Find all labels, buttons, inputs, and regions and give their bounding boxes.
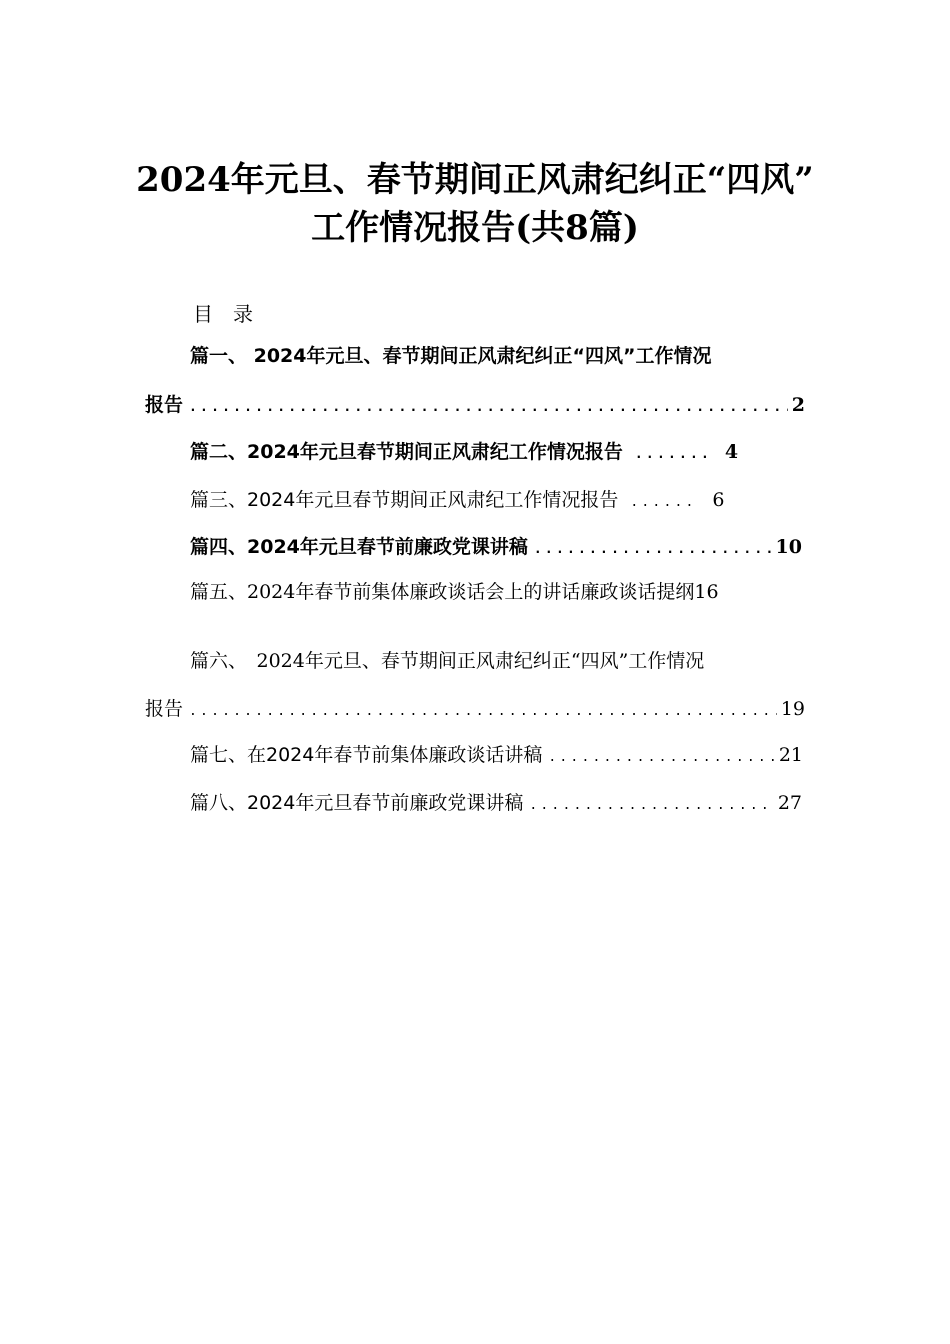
toc-entry-6-line-2[interactable]	[145, 695, 805, 723]
toc-dot-leader	[189, 394, 788, 422]
toc-entry-1-line-1[interactable]	[190, 342, 820, 370]
toc-dot-leader	[534, 536, 772, 564]
toc-page-number: 2	[791, 394, 805, 416]
toc-entry-label: 报告	[145, 698, 184, 720]
toc-dot-leader	[635, 441, 707, 469]
toc-entry-3[interactable]	[190, 486, 803, 514]
toc-page-number: 10	[775, 536, 802, 558]
toc-dot-leader	[630, 489, 696, 517]
toc-entry-label: 篇七、在2024年春节前集体廉政谈话讲稿	[190, 744, 543, 766]
toc-entry-5[interactable]	[190, 578, 820, 606]
toc-entry-label: 篇三、2024年元旦春节期间正风肃纪工作情况报告	[190, 489, 619, 511]
toc-page-number: 16	[694, 581, 719, 603]
toc-entry-2[interactable]	[190, 438, 803, 466]
toc-entry-4[interactable]	[190, 533, 802, 561]
toc-entry-label: 篇四、2024年元旦春节前廉政党课讲稿	[190, 536, 528, 558]
toc-page-number: 21	[778, 744, 803, 766]
toc-entry-label: 篇五、2024年春节前集体廉政谈话会上的讲话廉政谈话提纲	[190, 581, 695, 603]
toc-entry-label: 篇六、 2024年元旦、春节期间正风肃纪纠正“四风”工作情况	[190, 650, 705, 672]
toc-entry-7[interactable]	[190, 741, 803, 769]
toc-page-number: 4	[724, 441, 739, 463]
toc-entry-6-line-1[interactable]	[190, 647, 820, 675]
toc-entry-1-line-2[interactable]	[145, 391, 805, 419]
document-title-line-1: 2024年元旦、春节期间正风肃纪纠正“四风”	[136, 160, 814, 200]
toc-page-number: 19	[780, 698, 805, 720]
toc-entry-label: 篇二、2024年元旦春节期间正风肃纪工作情况报告	[190, 441, 623, 463]
toc-page-number: 27	[777, 792, 802, 814]
toc-entry-label: 篇八、2024年元旦春节前廉政党课讲稿	[190, 792, 524, 814]
toc-entry-label: 报告	[145, 394, 184, 416]
toc-page-number: 6	[712, 489, 725, 511]
toc-dot-leader	[529, 792, 773, 820]
toc-heading: 目 录	[193, 302, 253, 326]
toc-entry-8[interactable]	[190, 789, 802, 817]
toc-dot-leader	[548, 744, 774, 772]
toc-dot-leader	[189, 698, 777, 726]
toc-entry-label: 篇一、 2024年元旦、春节期间正风肃纪纠正“四风”工作情况	[190, 345, 712, 367]
document-title-line-2: 工作情况报告(共8篇)	[311, 208, 639, 248]
